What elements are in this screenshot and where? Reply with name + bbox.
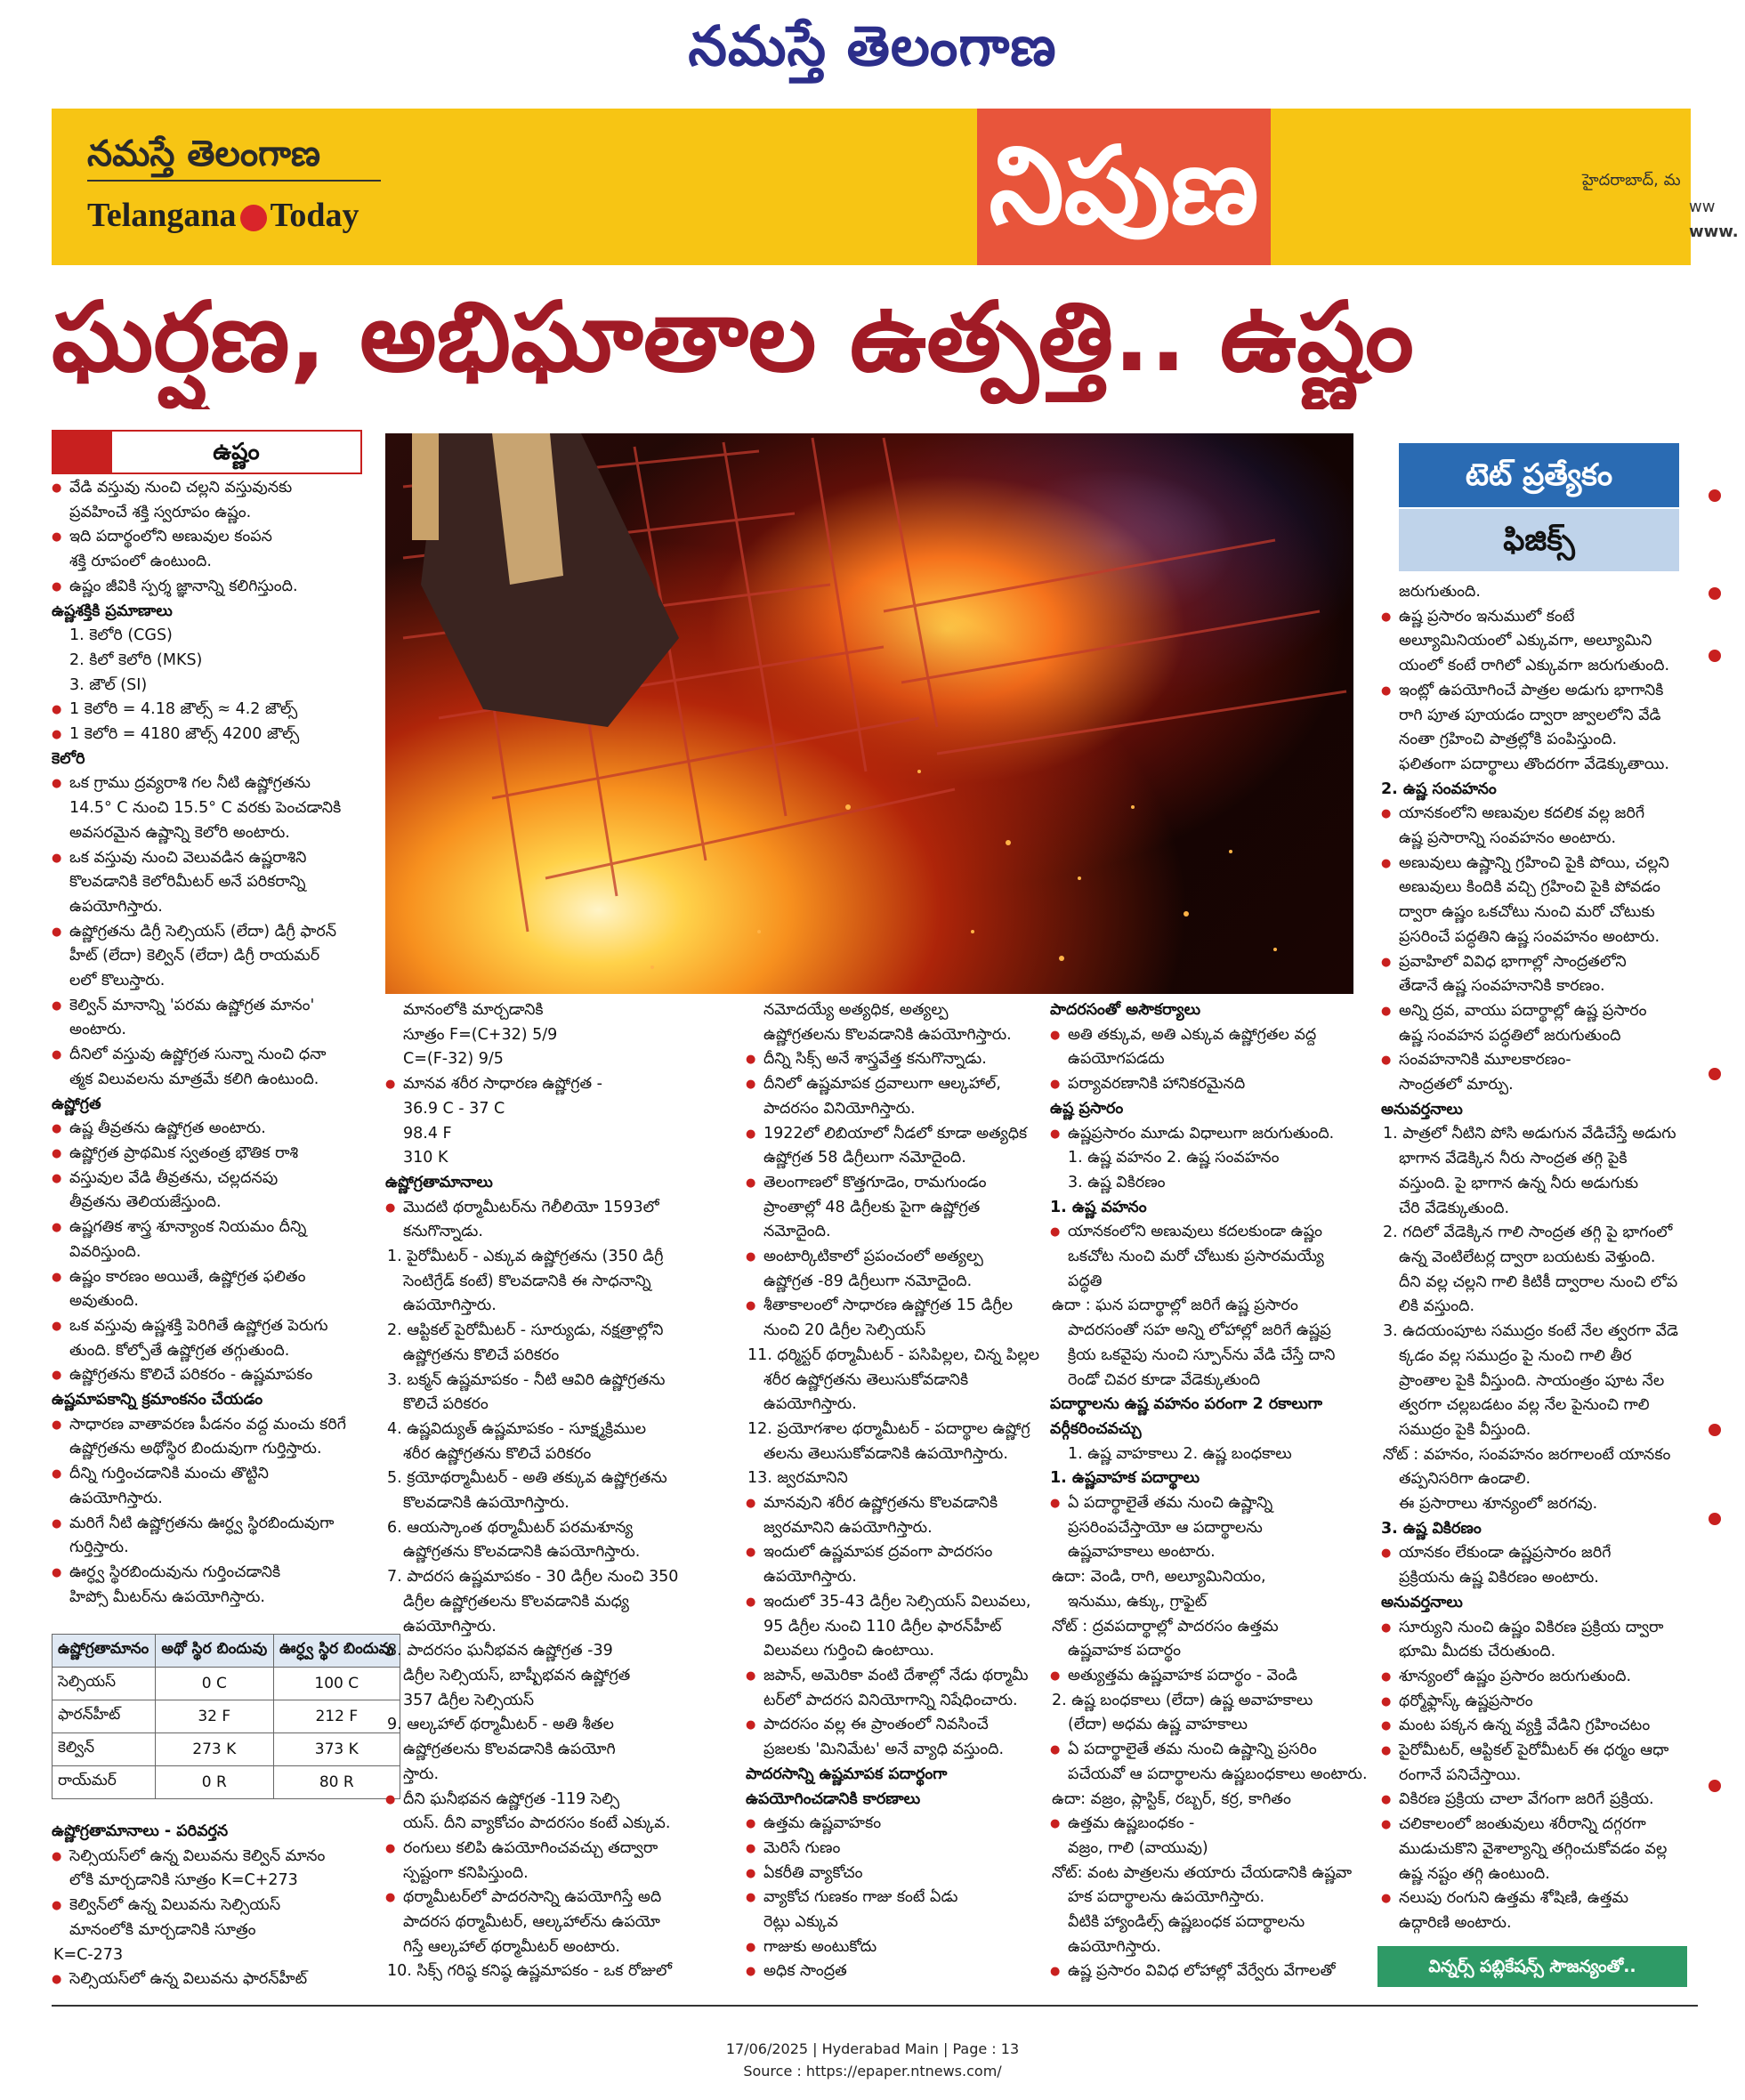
- text-line: క్రియ ఒకవైపు నుంచి స్పూన్‌ను వేడి చేస్తే దాని: [1068, 1345, 1336, 1364]
- bullet-line: ● ఉష్ణ తీవ్రతను ఉష్ణోగ్రత అంటారు.: [52, 1117, 400, 1142]
- text-line: సూత్రం F=(C+32) 5/9: [403, 1025, 558, 1044]
- numbered-line: 1. పైరోమీటర్ - ఎక్కువ ఉష్ణోగ్రతను (350 డిగ్రీ: [387, 1248, 664, 1266]
- text-line: మానంలోకి మార్చడానికి: [403, 1001, 544, 1019]
- text-line: ఉష్ణ సంవహన పద్ధతిలో జరుగుతుంది: [1399, 1026, 1621, 1045]
- bullet-line: ● రంగులు కలిపి ఉపయోగించవచ్చు తద్వారా: [385, 1837, 715, 1862]
- text-line: ఉన్న వెంటిలేటర్ల ద్వారా బయటకు వెళ్తుంది.: [1399, 1248, 1656, 1266]
- bullet-line: ● పర్యావరణానికి హానికరమైనది: [1050, 1072, 1369, 1097]
- text-line: హిప్సో మీటర్‌ను ఉపయోగిస్తారు.: [69, 1587, 265, 1606]
- text-line: రెండో చివర కూడా వేడెక్కుతుంది: [1068, 1370, 1261, 1389]
- text-line: ఉపయోగపడదు: [1068, 1050, 1165, 1069]
- numbered-line: 3. ఉదయంపూట సముద్రం కంటే నేల త్వరగా వేడె: [1383, 1322, 1678, 1341]
- bullet-line: ● కెల్విన్ మానాన్ని 'పరమ ఉష్ణోగ్రత మానం': [52, 994, 400, 1019]
- text-line: ఉపయోగిస్తారు.: [1068, 1937, 1161, 1956]
- text-line: పచేయవో ఆ పదార్థాలను ఉష్ణబంధకాలు అంటారు.: [1068, 1765, 1368, 1783]
- bullet-line: ● ఇది పదార్థంలోని అణువుల కంపన: [52, 525, 400, 550]
- bullet-line: ● అత్యుత్తమ ఉష్ణవాహక పదార్థం - వెండి: [1050, 1664, 1369, 1689]
- text-line: వీటికి హ్యాండిల్స్ ఉష్ణబంధక పదార్థాలను: [1068, 1913, 1305, 1932]
- bullet-line: ● సాధారణ వాతావరణ పీడనం వద్ద మంచు కరిగే: [52, 1413, 400, 1438]
- bullet-line: ● శీతాకాలంలో సాధారణ ఉష్ణోగ్రత 15 డిగ్రీల: [746, 1294, 1039, 1319]
- article-column-4: [1050, 998, 1369, 2004]
- text-line: లికి వస్తుంది.: [1399, 1297, 1475, 1316]
- footer-source: Source : https://epaper.ntnews.com/: [743, 2063, 1002, 2080]
- bullet-line: ● ఒక వస్తువు ఉష్ణశక్తి పెరిగితే ఉష్ణోగ్రత పెరుగు: [52, 1314, 400, 1339]
- text-line: డిగ్రీల ఉష్ణోగ్రతలను కొలవడానికి మధ్య: [403, 1592, 629, 1611]
- text-line: యస్. దీని వ్యాకోచం పాదరసం కంటే ఎక్కువ.: [403, 1814, 671, 1833]
- page-edge-strip: [1701, 267, 1745, 1940]
- bullet-line: ● మానవుని శరీర ఉష్ణోగ్రతను కొలవడానికి: [746, 1491, 1039, 1516]
- text-line: ఉష్ణోగ్రతను కొలిచే పరికరం: [403, 1345, 560, 1364]
- text-line: పద్ధతి: [1068, 1272, 1103, 1290]
- bullet-line: ● ఏకరీతి వ్యాకోచం: [746, 1862, 1039, 1886]
- numbered-line: 5. క్రయోథర్మామీటర్ - అతి తక్కువ ఉష్ణోగ్రతను: [387, 1469, 667, 1488]
- bullet-line: ● 1922లో లిబియాలో నీడలో కూడా అత్యధిక: [746, 1122, 1039, 1147]
- subheading: 1. ఉష్ణవాహక పదార్థాలు: [1050, 1469, 1200, 1488]
- bullet-line: ● తెలంగాణలో కొత్తగూడెం, రామగుండం: [746, 1171, 1039, 1196]
- text-line: తుంది. కోల్పోతే ఉష్ణోగ్రత తగ్గుతుంది.: [69, 1341, 290, 1360]
- text-line: లలో కొలుస్తారు.: [69, 972, 166, 990]
- text-line: C=(F-32) 9/5: [403, 1050, 504, 1069]
- text-line: అవసరమైన ఉష్ణాన్ని కెలోరి అంటారు.: [69, 823, 290, 842]
- text-line: టర్‌లో పాదరస వినియోగాన్ని నిషేధించారు.: [763, 1691, 1018, 1709]
- text-line: అంటారు.: [69, 1021, 126, 1039]
- subheading: ఉష్ణ ప్రసారం: [1050, 1099, 1124, 1118]
- tet-special-badge: టెట్ ప్రత్యేకం: [1399, 443, 1679, 507]
- text-line: 14.5° C నుంచి 15.5° C వరకు పెంచడానికి: [69, 799, 342, 818]
- text-line: కనుగొన్నాడు.: [403, 1223, 483, 1241]
- table-header-row: [53, 1635, 400, 1668]
- bullet-line: ● దీన్ని సిక్స్ అనే శాస్త్రవేత్త కనుగొన్నాడు.: [746, 1047, 1039, 1072]
- subheading: ఉపయోగించడానికి కారణాలు: [746, 1789, 921, 1808]
- article-column-1-continued: [52, 1820, 400, 1998]
- bullet-mark: [1709, 1513, 1721, 1525]
- bullet-line: ● శూన్యంలో ఉష్ణం ప్రసారం జరుగుతుంది.: [1381, 1665, 1697, 1690]
- bullet-line: ● ఉష్ణం జీవికి స్పర్శ జ్ఞానాన్ని కలిగిస్తుంది.: [52, 575, 400, 600]
- text-line: సెంటిగ్రేడ్ కంటే) కొలవడానికి ఈ సాధనాన్ని: [403, 1272, 651, 1290]
- heading-accent-block: [53, 432, 112, 472]
- text-line: రంగానే పనిచేస్తాయి.: [1399, 1765, 1522, 1784]
- text-line: ఉపయోగిస్తారు.: [763, 1568, 857, 1587]
- text-line: స్పష్టంగా కనిపిస్తుంది.: [403, 1863, 529, 1882]
- sparks-photo: [385, 433, 1353, 994]
- bullet-line: ● యానకం లేకుండా ఉష్ణప్రసారం జరిగే: [1381, 1541, 1697, 1566]
- text-line: గుర్తిస్తారు.: [69, 1539, 129, 1557]
- table-cell: 32 F: [155, 1700, 273, 1733]
- footer-date-page: 17/06/2025 | Hyderabad Main | Page : 13: [725, 2040, 1020, 2057]
- table-header-cell: ఊర్ధ్వ స్థిర బిందువు: [273, 1635, 400, 1668]
- text-line: ఉపయోగిస్తారు.: [763, 1395, 857, 1414]
- bullet-mark: [1709, 1068, 1721, 1080]
- publisher-credit: విన్నర్స్ పబ్లికేషన్స్ సౌజన్యంతో..: [1377, 1946, 1687, 1987]
- text-line: ద్వారా ఉష్ణం ఒకచోటు నుంచి మరో చోటుకు: [1399, 903, 1655, 922]
- bullet-line: ● ఉష్ణ ప్రసారం వివిధ లోహాల్లో వేర్వేరు వేగాలతో: [1050, 1959, 1369, 1984]
- brand-divider: [87, 180, 381, 182]
- wire-mesh-graphic: [385, 433, 1353, 994]
- text-line: కొలవడానికి ఉపయోగిస్తారు.: [403, 1494, 570, 1513]
- bullet-line: ● ఏ పదార్థాలైతే తమ నుంచి ఉష్ణాన్ని ప్రసరిం: [1050, 1738, 1369, 1763]
- text-line: డిగ్రీల సెల్సియస్, బాష్పీభవన ఉష్ణోగ్రత: [403, 1666, 631, 1684]
- text-line: ఉష్ణవాహక పదార్థం: [1068, 1642, 1182, 1660]
- section-heading-text: ఉష్ణం: [213, 439, 260, 465]
- text-line: పాదరస థర్మామీటర్, ఆల్కహాల్‌ను ఉపయో: [403, 1913, 660, 1932]
- subheading: 3. ఉష్ణ వికిరణం: [1381, 1519, 1482, 1538]
- text-line: త్మక విలువలను మాత్రమే కలిగి ఉంటుంది.: [69, 1070, 319, 1088]
- table-cell: 0 C: [155, 1668, 273, 1700]
- bullet-line: ● సంవహనానికి మూలకారణం-: [1381, 1048, 1697, 1073]
- text-line: హీట్ (లేదా) కెల్విన్ (లేదా) డిగ్రీ రాయమర్: [69, 947, 320, 965]
- article-column-1: [52, 476, 400, 1628]
- text-line: విలువలు గుర్తించి ఉంటాయి.: [763, 1642, 934, 1660]
- text-line: నమోదైంది.: [763, 1223, 831, 1241]
- text-line: ప్రాంతాల్లో 48 డిగ్రీలకు పైగా ఉష్ణోగ్రత: [763, 1198, 981, 1216]
- text-line: యంలో కంటే రాగిలో ఎక్కువగా జరుగుతుంది.: [1399, 657, 1670, 675]
- text-line: తలను తెలుసుకోవడానికి ఉపయోగిస్తారు.: [763, 1444, 1008, 1463]
- text-line: ప్రజలకు 'మినిమేట' అనే వ్యాధి వస్తుంది.: [763, 1741, 1005, 1759]
- text-line: ముడుచుకొని వైశాల్యాన్ని తగ్గించుకోవడం వల్ల: [1399, 1839, 1668, 1858]
- section-banner: [52, 109, 1739, 265]
- table-cell: సెల్సియస్: [53, 1668, 156, 1700]
- text-line: ఫలితంగా పదార్థాలు తొందరగా వేడెక్కుతాయి.: [1399, 755, 1669, 773]
- bullet-line: ● అంటార్కిటికాలో ప్రపంచంలో అత్యల్ప: [746, 1245, 1039, 1270]
- numbered-line: 7. పాదరస ఉష్ణమాపకం - 30 డిగ్రీల నుంచి 350: [387, 1568, 679, 1587]
- bullet-line: ● ఉష్ణగతిక శాస్త్ర శూన్యాంక నియమం దీన్ని: [52, 1216, 400, 1240]
- bullet-line: ● ఉష్ణోగ్రత ప్రాథమిక స్వతంత్ర భౌతిక రాశి: [52, 1142, 400, 1167]
- bullet-line: ● ఉష్ణోగ్రతను కొలిచే పరికరం - ఉష్ణమాపకం: [52, 1363, 400, 1388]
- numbered-line: 4. ఉష్ణవిద్యుత్ ఉష్ణమాపకం - సూక్ష్మక్రిముల: [387, 1419, 647, 1438]
- bullet-line: ● గాజుకు అంటుకోదు: [746, 1935, 1039, 1960]
- text-line: చేరి వేడెక్కుతుంది.: [1399, 1199, 1510, 1217]
- table-cell: 212 F: [273, 1700, 400, 1733]
- bullet-line: ● కెల్విన్‌లో ఉన్న విలువను సెల్సియస్: [52, 1894, 400, 1918]
- subheading: ఉష్ణమాపకాన్ని క్రమాంకనం చేయడం: [52, 1391, 263, 1409]
- bullet-line: ● వికిరణ ప్రక్రియ చాలా వేగంగా జరిగే ప్రక్రియ.: [1381, 1788, 1697, 1813]
- bullet-line: ● పాదరసం వల్ల ఈ ప్రాంతంలో నివసించే: [746, 1713, 1039, 1738]
- numbered-line: 2. ఉష్ణ బంధకాలు (లేదా) ఉష్ణ అవాహకాలు: [1052, 1691, 1313, 1709]
- text-line: తీవ్రతను తెలియజేస్తుంది.: [69, 1193, 222, 1212]
- text-line: దీని వల్ల చల్లని గాలి కిటికీ ద్వారాల నుంచి లోప: [1399, 1272, 1678, 1291]
- temperature-scale-table: [52, 1634, 400, 1799]
- subheading: పాదరసాన్ని ఉష్ణమాపక పదార్థంగా: [746, 1765, 948, 1783]
- article-headline: ఘర్షణ, అభిఘాతాల ఉత్పత్తి.. ఉష్ణం: [52, 282, 1414, 393]
- website-line-1: ww: [1689, 198, 1716, 216]
- text-line: భూమి మీదకు చేరుతుంది.: [1399, 1643, 1556, 1661]
- brand-telugu: నమస్తే తెలంగాణ: [87, 133, 321, 174]
- text-line: ఉష్ణవాహకాలు అంటారు.: [1068, 1543, 1216, 1562]
- text-line: 310 K: [403, 1149, 448, 1167]
- subheading: ఉష్ణోగ్రత: [52, 1094, 101, 1113]
- subheading: కెలోరి: [52, 749, 85, 768]
- text-line: రాగి పూత పూయడం ద్వారా జ్వాలలోని వేడి: [1399, 706, 1661, 724]
- indented-item: 1. ఉష్ణ వాహకాలు 2. ఉష్ణ బంధకాలు: [1068, 1444, 1292, 1463]
- text-line: హక పదార్థాలను ఉపయోగిస్తారు.: [1068, 1888, 1265, 1907]
- indented-item: 2. కిలో కెలోరి (MKS): [69, 650, 203, 669]
- bullet-line: ● సెల్సియస్‌లో ఉన్న విలువను కెల్విన్ మానం: [52, 1845, 400, 1870]
- bullet-line: ● చలికాలంలో జంతువులు శరీరాన్ని దగ్గరగా: [1381, 1813, 1697, 1838]
- website-line-2: www.: [1689, 222, 1739, 241]
- table-cell: రాయ్‌మర్: [53, 1766, 156, 1799]
- bullet-line: ● 1 కెలోరి = 4.18 జౌల్స్ ≈ 4.2 జౌల్స్: [52, 698, 400, 723]
- bullet-line: ● థర్మోఫ్లాస్క్ ఉష్ణప్రసారం: [1381, 1690, 1697, 1715]
- table-header-cell: అథో స్థిర బిందువు: [155, 1635, 273, 1668]
- brand-block: [87, 133, 360, 235]
- text-line: అణువులు కిందికి వచ్చి గ్రహించి పైకి పోవడం: [1399, 878, 1660, 897]
- bullet-line: ● దీని ఘనీభవన ఉష్ణోగ్రత -119 సెల్సి: [385, 1788, 715, 1813]
- bullet-line: ● ఇంట్లో ఉపయోగించే పాత్రల అడుగు భాగానికి: [1381, 679, 1697, 704]
- bullet-line: ● వస్తువుల వేడి తీవ్రతను, చల్లదనపు: [52, 1167, 400, 1191]
- text-line: రెట్లు ఎక్కువ: [763, 1913, 838, 1932]
- numbered-line: 3. బక్మన్ ఉష్ణమాపకం - నీటి ఆవిరి ఉష్ణోగ్రతను: [387, 1370, 666, 1389]
- table-cell: ఫారన్‌హీట్: [53, 1700, 156, 1733]
- text-line: త్వరగా చల్లబడటం వల్ల నేల పైనుంచి గాలి: [1399, 1396, 1650, 1415]
- bullet-line: ● ఇందులో ఉష్ణమాపక ద్రవంగా పాదరసం: [746, 1540, 1039, 1565]
- numbered-line: నోట్ : ద్రవపదార్థాల్లో పాదరసం ఉత్తమ: [1052, 1617, 1279, 1636]
- bullet-line: ● ఉష్ణప్రసారం మూడు విధాలుగా జరుగుతుంది.: [1050, 1122, 1369, 1147]
- numbered-line: 12. ప్రయోగశాల థర్మామీటర్ - పదార్థాల ఉష్ణోగ్ర: [747, 1419, 1030, 1438]
- text-line: నమోదయ్యే అత్యధిక, అత్యల్ప: [763, 1001, 949, 1019]
- numbered-line: 13. జ్వరమానిని: [747, 1469, 848, 1488]
- text-line: 357 డిగ్రీల సెల్సియస్: [403, 1691, 535, 1709]
- numbered-line: ఉదా : ఘన పదార్థాల్లో జరిగే ఉష్ణ ప్రసారం: [1052, 1296, 1298, 1315]
- text-line: ఈ ప్రసారాలు శూన్యంలో జరగవు.: [1399, 1495, 1598, 1514]
- bullet-line: ● వ్యాకోచ గుణకం గాజు కంటే ఏడు: [746, 1886, 1039, 1910]
- numbered-line: 10. సిక్స్ గరిష్ఠ కనిష్ఠ ఉష్ణమాపకం - ఒక రోజులో: [387, 1962, 672, 1981]
- bottom-divider: [52, 2005, 1698, 2007]
- bullet-line: ● అధిక సాంద్రత: [746, 1959, 1039, 1984]
- table-cell: 273 K: [155, 1733, 273, 1766]
- text-line: ప్రాంతాల పైకి వీస్తుంది. సాయంత్రం పూట నేల: [1399, 1371, 1665, 1390]
- bullet-mark: [1709, 1424, 1721, 1436]
- text-line: ఇనుము, ఉక్కు, గ్రాఫైట్: [1068, 1592, 1208, 1611]
- text-line: 36.9 C - 37 C: [403, 1099, 505, 1118]
- bullet-line: ● జపాన్, అమెరికా వంటి దేశాల్లో నేడు థర్మామీ: [746, 1664, 1039, 1689]
- text-line: క్కడం వల్ల సముద్రం పై నుంచి గాలి తీర: [1399, 1346, 1632, 1365]
- text-line: స్తారు.: [403, 1765, 440, 1783]
- bullet-line: ● అణువులు ఉష్ణాన్ని గ్రహించి పైకి పోయి, చల్లని: [1381, 852, 1697, 876]
- bullet-line: ● మానవ శరీర సాధారణ ఉష్ణోగ్రత -: [385, 1072, 715, 1097]
- text-line: ఉద్గారిణి అంటారు.: [1399, 1913, 1512, 1932]
- bullet-mark: [1709, 587, 1721, 600]
- bullet-line: ● దీనిలో ఉష్ణమాపక ద్రవాలుగా ఆల్కహాల్,: [746, 1072, 1039, 1097]
- text-line: శరీర ఉష్ణోగ్రతను కొలిచే పరికరం: [403, 1444, 592, 1463]
- text-line: పాదరసంతో సహ అన్ని లోహాల్లో జరిగే ఉష్ణప్ర: [1068, 1321, 1331, 1340]
- masthead-title: నమస్తే తెలంగాణ: [688, 13, 1057, 78]
- table-row: [53, 1766, 400, 1799]
- table-row: [53, 1733, 400, 1766]
- bullet-line: ● మొదటి థర్మామీటర్‌ను గెలీలియో 1593లో: [385, 1196, 715, 1221]
- table-cell: 0 R: [155, 1766, 273, 1799]
- subject-badge: ఫిజిక్స్: [1399, 509, 1679, 571]
- bullet-line: ● థర్మామీటర్‌లో పాదరసాన్ని ఉపయోగిస్తే అది: [385, 1886, 715, 1910]
- numbered-line: 6. ఆయస్కాంత థర్మామీటర్ పరమశూన్య: [387, 1518, 634, 1537]
- subheading: వర్గీకరించవచ్చు: [1050, 1419, 1142, 1438]
- bullet-line: ● ఏ పదార్థాలైతే తమ నుంచి ఉష్ణాన్ని: [1050, 1491, 1369, 1516]
- text-line: ఉపయోగిస్తారు.: [69, 1489, 163, 1507]
- text-line: భాగాన వేడెక్కిన నీరు సాంద్రత తగ్గి పైకి: [1399, 1150, 1628, 1168]
- table-cell: 80 R: [273, 1766, 400, 1799]
- text-line: నంతా గ్రహించి పాత్రల్లోకి పంపిస్తుంది.: [1399, 731, 1618, 749]
- bullet-line: ● అతి తక్కువ, అతి ఎక్కువ ఉష్ణోగ్రతల వద్ద: [1050, 1023, 1369, 1048]
- bullet-line: ● దీన్ని గుర్తించడానికి మంచు తొట్టిని: [52, 1462, 400, 1487]
- bullet-mark: [1709, 650, 1721, 662]
- bullet-line: ● ఉష్ణోగ్రతను డిగ్రీ సెల్సియస్ (లేదా) డిగ్రీ ఫారన్: [52, 920, 400, 945]
- text-line: ఉష్ణోగ్రతను కొలవడానికి ఉపయోగిస్తారు.: [403, 1543, 641, 1562]
- numbered-line: నోట్ : వహనం, సంవహనం జరగాలంటే యానకం: [1383, 1445, 1671, 1464]
- numbered-line: నోట్: వంట పాత్రలను తయారు చేయడానికి ఉష్ణవా: [1052, 1863, 1353, 1882]
- subheading: పాదరసంతో అసౌకర్యాలు: [1050, 1001, 1201, 1019]
- text-line: ఉష్ణ ప్రసారాన్ని సంవహనం అంటారు.: [1399, 829, 1617, 848]
- text-line: ఉపయోగిస్తారు.: [403, 1617, 497, 1636]
- section-heading: [52, 430, 362, 474]
- bullet-line: ● 1 కెలోరి = 4180 జౌల్స్ 4200 జౌల్స్: [52, 723, 400, 747]
- text-line: ఉష్ణోగ్రత -89 డిగ్రీలుగా నమోదైంది.: [763, 1272, 973, 1290]
- text-line: ఉపయోగిస్తారు.: [69, 897, 163, 916]
- bullet-line: ● ఉత్తమ ఉష్ణవాహకం: [746, 1812, 1039, 1837]
- table-row: [53, 1668, 400, 1700]
- article-column-3: [746, 998, 1039, 2004]
- bullet-mark: [1709, 1780, 1721, 1792]
- subheading: అనువర్తనాలు: [1381, 1100, 1463, 1119]
- bullet-line: ● మెరిసే గుణం: [746, 1837, 1039, 1862]
- brand-english: [87, 196, 360, 235]
- numbered-line: 11. ధర్మిస్టర్ థర్మామీటర్ - పసిపిల్లల, చిన్న పిల్లల: [747, 1345, 1039, 1364]
- subheading: 2. ఉష్ణ సంవహనం: [1381, 779, 1497, 798]
- text-line: నుంచి 20 డిగ్రీల సెల్సియస్: [763, 1321, 926, 1340]
- dateline-city: హైదరాబాద్, మ: [1582, 171, 1681, 190]
- text-line: సాంద్రతలో మార్పు.: [1399, 1076, 1514, 1094]
- text-line: సముద్రం పైకి వీస్తుంది.: [1399, 1420, 1531, 1439]
- text-line: లోకి మార్చడానికి సూత్రం K=C+273: [69, 1871, 298, 1890]
- text-line: ఉష్ణోగ్రత 58 డిగ్రీలుగా నమోదైంది.: [763, 1149, 966, 1167]
- text-line: అవుతుంది.: [69, 1292, 139, 1311]
- numbered-line: 2. గదిలో వేడెక్కిన గాలి సాంద్రత తగ్గి పై భాగంలో: [1383, 1224, 1673, 1242]
- text-line: పాదరసం వినియోగిస్తారు.: [763, 1099, 916, 1118]
- text-line: ఉష్ణోగ్రతలను కొలవడానికి ఉపయోగి: [403, 1741, 616, 1759]
- text-line: ప్రసరించే పద్ధతిని ఉష్ణ సంవహనం అంటారు.: [1399, 927, 1660, 946]
- masthead: [0, 0, 1745, 98]
- article-column-2: [385, 998, 715, 2004]
- table-cell: 373 K: [273, 1733, 400, 1766]
- table-cell: కెల్విన్: [53, 1733, 156, 1766]
- text-line: తప్పనిసరిగా ఉండాలి.: [1399, 1470, 1531, 1489]
- text-line: శరీర ఉష్ణోగ్రతను తెలుసుకోవడానికి: [763, 1370, 969, 1389]
- text-line: 95 డిగ్రీల నుంచి 110 డిగ్రీల ఫారన్‌హీట్: [763, 1617, 1002, 1636]
- article-column-5: [1381, 580, 1697, 1942]
- text-line: 98.4 F: [403, 1124, 452, 1143]
- bullet-line: ● నలుపు రంగుని ఉత్తమ శోషిణి, ఉత్తమ: [1381, 1886, 1697, 1911]
- text-line: ప్రసరింపచేస్తాయో ఆ పదార్థాలను: [1068, 1518, 1263, 1537]
- bullet-line: ● యానకంలోని అణువులు కదలకుండా ఉష్ణం: [1050, 1220, 1369, 1245]
- text-line: ప్రవహించే శక్తి స్వరూపం ఉష్ణం.: [69, 503, 252, 521]
- numbered-line: K=C-273: [53, 1945, 124, 1964]
- text-line: ఉష్ణోగ్రతలను కొలవడానికి ఉపయోగిస్తారు.: [763, 1025, 1012, 1044]
- text-line: ఉష్ణ నష్టం తగ్గి ఉంటుంది.: [1399, 1864, 1550, 1883]
- numbered-line: 1. పాత్రలో నీటిని పోసి అడుగున వేడిచేస్తే అడుగు: [1383, 1125, 1676, 1143]
- bullet-line: ● ఇందులో 35-43 డిగ్రీల సెల్సియస్ విలువలు,: [746, 1590, 1039, 1615]
- text-line: గిస్తే ఆల్కహాల్ థర్మామీటర్ అంటారు.: [403, 1937, 620, 1956]
- bullet-line: ● అన్ని ద్రవ, వాయు పదార్థాల్లో ఉష్ణ ప్రసారం: [1381, 999, 1697, 1024]
- subheading: ఉష్ణశక్తికి ప్రమాణాలు: [52, 602, 173, 620]
- text-line: జరుగుతుంది.: [1399, 583, 1481, 601]
- bullet-line: ● ఊర్ధ్వ స్థిరబిందువును గుర్తించడానికి: [52, 1561, 400, 1586]
- brand-en-part2: Today: [270, 197, 360, 234]
- brand-en-part1: Telangana: [87, 197, 237, 234]
- text-line: అల్యూమినియంలో ఎక్కువగా, అల్యూమిని: [1399, 632, 1652, 650]
- text-line: ఒకచోట నుంచి మరో చోటుకు ప్రసారమయ్యే: [1068, 1248, 1324, 1266]
- bullet-line: ● మంట పక్కన ఉన్న వ్యక్తి వేడిని గ్రహించటం: [1381, 1714, 1697, 1739]
- numbered-line: ఉదా: వెండి, రాగి, అల్యూమినియం,: [1052, 1568, 1266, 1587]
- text-line: వస్తుంది. పై భాగాన ఉన్న నీరు అడుగుకు: [1399, 1174, 1639, 1192]
- bullet-line: ● ఒక వస్తువు నుంచి వెలువడిన ఉష్ణరాశిని: [52, 846, 400, 871]
- bullet-line: ● వేడి వస్తువు నుంచి చల్లని వస్తువునకు: [52, 476, 400, 501]
- text-line: కొలవడానికి కెలోరిమీటర్ అనే పరికరాన్ని: [69, 873, 306, 892]
- bullet-line: ● సెల్సియస్‌లో ఉన్న విలువను ఫారన్‌హీట్: [52, 1967, 400, 1992]
- subheading: ఉష్ణోగ్రతామానాలు - పరివర్తన: [52, 1822, 229, 1840]
- text-line: జ్వరమానిని ఉపయోగిస్తారు.: [763, 1518, 933, 1537]
- table-header-cell: ఉష్ణోగ్రతామానం: [53, 1635, 156, 1668]
- numbered-line: 9. ఆల్కహాల్ థర్మామీటర్ - అతి శీతల: [387, 1716, 614, 1734]
- bullet-line: ● సూర్యుని నుంచి ఉష్ణం వికిరణ ప్రక్రియ ద్వారా: [1381, 1616, 1697, 1641]
- table-row: [53, 1700, 400, 1733]
- sun-logo-icon: [240, 205, 267, 231]
- numbered-line: ఉదా: వజ్రం, ప్లాస్టిక్, రబ్బర్, కర్ర, కాగితం: [1052, 1789, 1291, 1808]
- indented-item: 3. జౌల్ (SI): [69, 675, 148, 694]
- bullet-line: ● మరిగే నీటి ఉష్ణోగ్రతను ఊర్ధ్వ స్థిరబిందువుగా: [52, 1512, 400, 1537]
- bullet-line: ● ఒక గ్రాము ద్రవ్యరాశి గల నీటి ఉష్ణోగ్రతను: [52, 771, 400, 796]
- supplement-title: నిపుణ: [977, 109, 1271, 265]
- text-line: ఉష్ణోగ్రతను అథోస్థిర బిందువుగా గుర్తిస్తారు.: [69, 1440, 322, 1458]
- text-line: కొలిచే పరికరం: [403, 1395, 489, 1414]
- text-line: తేడానే ఉష్ణ సంవహనానికి కారణం.: [1399, 977, 1605, 996]
- bullet-mark: [1709, 489, 1721, 502]
- text-line: వజ్రం, గాలి (వాయువు): [1068, 1838, 1208, 1857]
- bullet-line: ● ఉష్ణం కారణం అయితే, ఉష్ణోగ్రత ఫలితం: [52, 1265, 400, 1290]
- indented-item: 3. ఉష్ణ వికిరణం: [1068, 1173, 1166, 1191]
- numbered-line: 2. ఆప్టికల్ పైరోమీటర్ - సూర్యుడు, నక్షత్రాల్లోని: [387, 1321, 664, 1340]
- indented-item: 1. కెలోరి (CGS): [69, 626, 173, 645]
- text-line: ఉపయోగిస్తారు.: [403, 1296, 497, 1315]
- text-line: (లేదా) అధమ ఉష్ణ వాహకాలు: [1068, 1716, 1248, 1734]
- bullet-line: ● ఉష్ణ ప్రసారం ఇనుములో కంటే: [1381, 605, 1697, 630]
- text-line: ప్రక్రియను ఉష్ణ వికిరణం అంటారు.: [1399, 1569, 1599, 1587]
- bullet-line: ● దీనిలో వస్తువు ఉష్ణోగ్రత సున్నా నుంచి ధనా: [52, 1043, 400, 1068]
- bullet-line: ● ఉత్తమ ఉష్ణబంధకం -: [1050, 1812, 1369, 1837]
- text-line: వివరిస్తుంది.: [69, 1242, 141, 1261]
- text-line: మానంలోకి మార్చడానికి సూత్రం: [69, 1920, 256, 1939]
- subheading: పదార్థాలను ఉష్ణ వహనం పరంగా 2 రకాలుగా: [1050, 1395, 1322, 1414]
- bullet-line: ● పైరోమీటర్, ఆప్టికల్ పైరోమీటర్ ఈ ధర్మం ఆధా: [1381, 1739, 1697, 1764]
- subheading: ఉష్ణోగ్రతామానాలు: [385, 1173, 493, 1191]
- subheading: 1. ఉష్ణ వహనం: [1050, 1198, 1147, 1216]
- text-line: శక్తి రూపంలో ఉంటుంది.: [69, 553, 212, 571]
- subheading: అనువర్తనాలు: [1381, 1593, 1463, 1611]
- numbered-line: 8. పాదరసం ఘనీభవన ఉష్ణోగ్రత -39: [387, 1642, 613, 1660]
- table-cell: 100 C: [273, 1668, 400, 1700]
- bullet-line: ● యానకంలోని అణువుల కదలిక వల్ల జరిగే: [1381, 802, 1697, 827]
- bullet-line: ● ప్రవాహిలో వివిధ భాగాల్లో సాంద్రతలోని: [1381, 950, 1697, 975]
- indented-item: 1. ఉష్ణ వహనం 2. ఉష్ణ సంవహనం: [1068, 1149, 1280, 1167]
